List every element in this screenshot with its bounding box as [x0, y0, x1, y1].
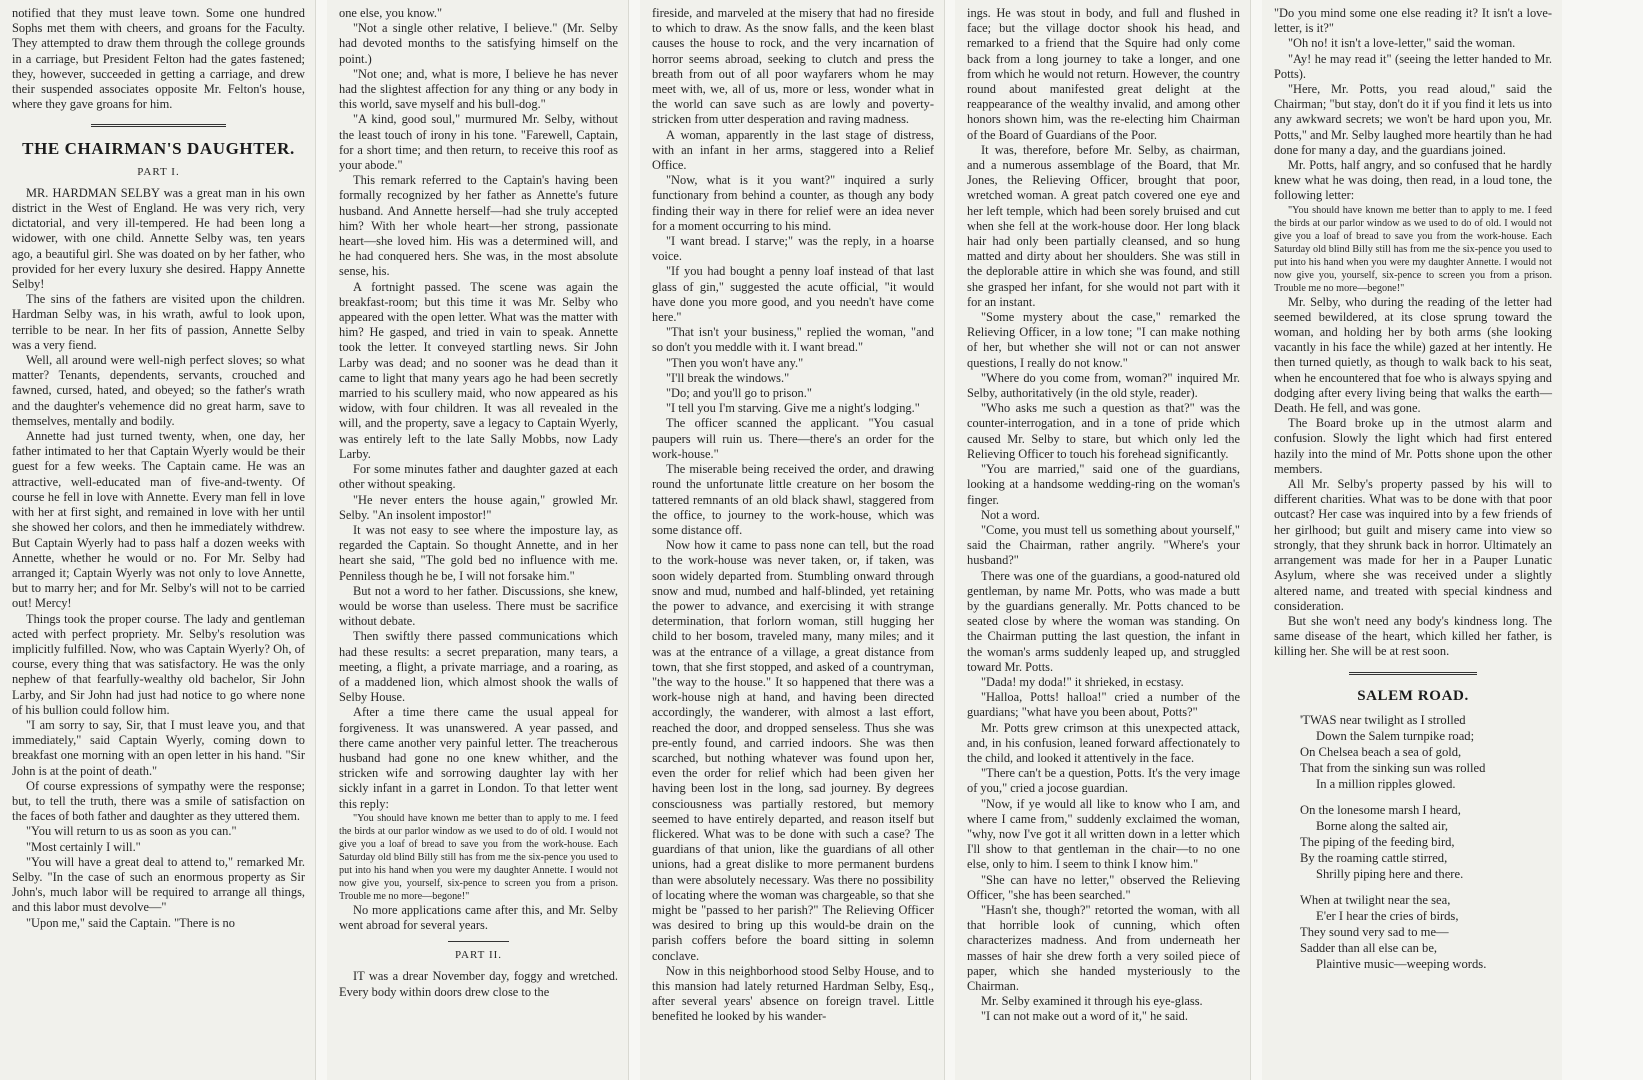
paragraph: It was, therefore, before Mr. Selby, as chairman, and a numerous assemblage of the Board, that Mr. Jones, the Relieving Officer, brought that poor, wretched woman. A great patch covered one eye and her left temple, which had been sorely bruised and cut when she fell at the work-house door. Her long black hair had only been partially cleansed, and so hung matted and dirty about her shoulders. She was still in the deplorable attire in which she was found, and still she grasped her infant, for she would not part with it for an instant. — [967, 142, 1240, 309]
paragraph: "Then you won't have any." — [666, 355, 804, 370]
paragraph: "She can have no letter," observed the Relieving Officer, "she has been searched." — [967, 872, 1240, 902]
paragraph: "Now, what is it you want?" inquired a surly functionary from behind a counter, as though any body finding their way in there for relief were an idea never for a moment occurring to his mind. — [652, 173, 934, 233]
paragraph: "Hasn't she, though?" retorted the woman, with all that horrible look of cunning, which often characterizes madness. And from underneath her masses of hair she drew forth a very soiled piece of paper, which she handed mysteriously to the Chairman. — [967, 902, 1240, 993]
paragraph: Well, all around were well-nigh perfect sloves; so what matter? Tenants, dependents, servants, crouched and fawned, cursed, hated, and obeyed; so the father's wrath and the daughter's vehemence did no great harm, save to themselves, mentally and bodily. — [12, 353, 305, 428]
letter-block: "You should have known me better than to apply to me. I feed the birds at our parlor window as we used to do of old. I would not give you a loaf of bread to save you from the work-house. Each Saturday old blind Billy still has from me the six-pence you used to put into his hand when you were my daughter Annette. I would not now give you, yourself, six-pence to screen you from a prison. Trouble me no more—begone!" — [1274, 204, 1552, 294]
paragraph: "Dada! my doda!" it shrieked, in ecstasy. — [981, 674, 1184, 689]
paragraph: "You will return to us as soon as you can." — [26, 824, 237, 839]
paragraph: Then swiftly there passed communications which had these results: a secret preparation, many tears, a meeting, a flight, a private marriage, and a roaring, as of a maddened lion, which almost shook the walls of Selby House. — [339, 629, 618, 705]
paragraph: Things took the proper course. The lady and gentleman acted with perfect propriety. Mr. Selby's resolution was implicitly fulfilled. Now, who was Captain Wyerly? Oh, of course, every thing that was satisfactory. He was the only nephew of that fearfully-wealthy old bachelor, Sir John Larby, and Sir John had just had notice to go where none of his bullion could follow him. — [12, 611, 305, 717]
stanza — [1300, 892, 1552, 972]
stanza — [1300, 712, 1552, 792]
paragraph: Mr. Potts grew crimson at this unexpected attack, and, in his confusion, leaned forward affectionately to the child, and looked it attentively in the face. — [967, 720, 1240, 765]
paragraph: "Not a single other relative, I believe." (Mr. Selby had devoted months to the satisfying himself on the point.) — [339, 21, 618, 66]
paragraph: "Now, if ye would all like to know who I am, and where I came from," suddenly exclaimed the woman, "why, now I've got it all written down in a letter which I'll show to that gentleman in the chair—to no one else, only to him. I seem to think I know him." — [967, 796, 1240, 872]
paragraph: "Upon me," said the Captain. "There is no — [26, 915, 235, 930]
part-heading: PART II. — [454, 949, 503, 962]
paragraph: ings. He was stout in body, and full and flushed in face; but the village doctor shook his head, and remarked to a friend that the Squire had only come back from a long journey to take a longer, and one from which he would not return. However, the country round about manifested great delight at the reappearance of the wealthy invalid, and among other honors shown him, was the re-electing him Chairman of the Board of Guardians of the Poor. — [967, 6, 1240, 142]
poem-line: 'TWAS near twilight as I strolled — [1300, 712, 1466, 727]
paragraph: "Halloa, Potts! halloa!" cried a number of the guardians; "what have you been about, Potts?" — [967, 690, 1240, 720]
column-4 — [955, 0, 1251, 1080]
paragraph: "A kind, good soul," murmured Mr. Selby, without the least touch of irony in his tone. "Farewell, Captain, for a short time; and then return, to receive this roof as your abode." — [339, 112, 618, 173]
paragraph: "Do; and you'll go to prison." — [666, 386, 812, 401]
paragraph: "Here, Mr. Potts, you read aloud," said the Chairman; "but stay, don't do it if you find it lets us into any awkward secrets; we won't be hard upon you, Mr. Potts," and Mr. Selby laughed more heartily than he had done for many a day, and the guardians joined. — [1274, 82, 1552, 157]
poem-title: SALEM ROAD. — [1357, 687, 1469, 704]
paragraph: Now in this neighborhood stood Selby House, and to this mansion had lately returned Hardman Selby, Esq., after several years' absence on foreign travel. Little benefited he looked by his wander- — [652, 963, 934, 1024]
section-divider — [91, 124, 226, 127]
paragraph: "Come, you must tell us something about yourself," said the Chairman, rather angrily. "Where's your husband?" — [967, 522, 1240, 568]
paragraph: A woman, apparently in the last stage of distress, with an infant in her arms, staggered into a Relief Office. — [652, 127, 934, 173]
paragraph: "There can't be a question, Potts. It's the very image of you," cried a jocose guardian. — [967, 766, 1240, 796]
paragraph: "I am sorry to say, Sir, that I must leave you, and that immediately," said Captain Wyerly, coming down to breakfast one morning with an open letter in his hand. "Sir John is at the point of death." — [12, 717, 305, 778]
paragraph: "Most certainly I will." — [26, 839, 141, 854]
paragraph: "He never enters the house again," growled Mr. Selby. "An insolent impostor!" — [339, 492, 618, 522]
poem-line: They sound very sad to me— — [1300, 924, 1449, 939]
poem — [1300, 712, 1552, 972]
paragraph: The sins of the fathers are visited upon the children. Hardman Selby was, in his wrath, awful to look upon, terrible to be near. In her fits of passion, Annette Selby was a very fiend. — [12, 292, 305, 352]
paragraph: Annette had just turned twenty, when, one day, her father intimated to her that Captain Wyerly would be their guest for a few weeks. The Captain came. He was an attractive, well-educated man of five-and-twenty. Of course he fell in love with Annette. Every man fell in love with her at first sight, and remained in love with her until she showed her colors, and then he immediately withdrew. But Captain Wyerly had to pass half a dozen weeks with Annette, whether he would or no. For Mr. Selby had arranged it; Captain Wyerly was not only to love Annette, but to marry her; and for Mr. Selby's will not to be carried out! Mercy! — [12, 429, 305, 611]
intro-paragraph: notified that they must leave town. Some one hundred Sophs met them with cheers, and groans for the Faculty. They attempted to draw them through the college grounds in a carriage, but President Felton had the gates fastened; they, however, succeeded in getting a carriage, and drew their suspended associates opposite Mr. Felton's house, where they gave groans for him. — [12, 6, 305, 112]
paragraph: A fortnight passed. The scene was again the breakfast-room; but this time it was Mr. Selby who appeared with the open letter. What was the matter with him? He gasped, and tried in vain to speak. Annette took the letter. It conveyed startling news. Sir John Larby was dead; and no sooner was he dead than it came to light that many years ago he had been secretly married to his scullery maid, who now appeared as his widow, with four children. It was all revealed in the will, and the property, save a legacy to Captain Wyerly, was entirely left to the late Sally Mobbs, now Lady Larby. — [339, 279, 618, 461]
paragraph: fireside, and marveled at the misery that had no fireside to which to draw. As the snow falls, and the keen blast causes the house to rock, and the very incarnation of horror seems abroad, seeking to clutch and press the breath from out of all poor wayfarers whom he may meet with, we, all of us, more or less, wonder what in the world can save such as are lowly and poverty-stricken from utter desperation and raving madness. — [652, 6, 934, 127]
paragraph: No more applications came after this, and Mr. Selby went abroad for several years. — [339, 902, 618, 932]
poem-line: In a million ripples glowed. — [1316, 776, 1456, 791]
paragraph: "That isn't your business," replied the woman, "and so don't you meddle with it. I want bread." — [652, 325, 934, 355]
paragraph: Mr. Potts, half angry, and so confused that he hardly knew what he was doing, then read, in a loud tone, the following letter: — [1274, 158, 1552, 203]
poem-line: The piping of the feeding bird, — [1300, 834, 1455, 849]
poem-line: Sadder than all else can be, — [1300, 940, 1438, 955]
column-5 — [1262, 0, 1562, 1080]
paragraph: "Who asks me such a question as that?" was the counter-interrogation, and in a tone of pride which caused Mr. Selby to stare, but which only led the Relieving Officer to touch his forehead significantly. — [967, 401, 1240, 461]
column-2 — [327, 0, 629, 1080]
paragraph: "You are married," said one of the guardians, looking at a handsome wedding-ring on the woman's finger. — [967, 462, 1240, 507]
paragraph: Mr. Selby, who during the reading of the letter had seemed bewildered, at its close sprung toward the woman, and holding her by both arms (she looking vacantly in his face the while) gazed at her intently. He then turned quietly, as though to walk back to his seat, when he encountered that foe who is always spying and dodging after every living being that walks the earth—Death. He fell, and was gone. — [1274, 294, 1552, 416]
paragraph: "You will have a great deal to attend to," remarked Mr. Selby. "In the case of such an enormous property as Sir John's, much labor will be required to arrange all things, and this labor must devolve—" — [12, 854, 305, 915]
paragraph: "Do you mind some one else reading it? It isn't a love-letter, is it?" — [1274, 6, 1552, 36]
story-title: THE CHAIRMAN'S DAUGHTER. — [22, 139, 295, 159]
poem-line: Borne along the salted air, — [1316, 818, 1449, 833]
poem-line: On Chelsea beach a sea of gold, — [1300, 744, 1462, 759]
section-divider — [448, 941, 509, 942]
story-body — [12, 186, 305, 931]
paragraph: one else, you know." — [339, 6, 443, 20]
paragraph: There was one of the guardians, a good-natured old gentleman, by name Mr. Potts, who was made a butt by the guardians generally. Mr. Potts chanced to be seated close by where the woman was standing. On the Chairman putting the last question, the infant in the woman's arms suddenly leaped up, and struggled toward Mr. Potts. — [967, 568, 1240, 674]
poem-line: When at twilight near the sea, — [1300, 892, 1451, 907]
poem-line: E'er I hear the cries of birds, — [1316, 908, 1459, 923]
paragraph: "I want bread. I starve;" was the reply, in a hoarse voice. — [652, 234, 934, 264]
column-1 — [0, 0, 316, 1080]
paragraph: "Ay! he may read it" (seeing the letter handed to Mr. Potts). — [1274, 51, 1552, 81]
letter-block: "You should have known me better than to apply to me. I feed the birds at our parlor window as we used to do of old. I would not give you a loaf of bread to save you from the work-house. Each Saturday old blind Billy still has from me the six-pence you used to put into his hand when you were my daughter Annette. I would not now give you, yourself, six-pence to screen you from a prison. Trouble me no more—begone!" — [339, 812, 618, 902]
paragraph: "I tell you I'm starving. Give me a night's lodging." — [666, 401, 920, 416]
paragraph: Mr. Selby examined it through his eye-glass. — [981, 994, 1203, 1009]
poem-line: Plaintive music—weeping words. — [1316, 956, 1487, 971]
paragraph: The miserable being received the order, and drawing round the unfortunate little creature on her bosom the tattered remnants of an old black shawl, staggered from the office, to journey to the work-house, which was some distance off. — [652, 462, 934, 537]
poem-line: That from the sinking sun was rolled — [1300, 760, 1486, 775]
paragraph: Of course expressions of sympathy were the response; but, to tell the truth, there was a smile of satisfaction on the faces of both father and daughter as they uttered them. — [12, 778, 305, 824]
paragraph: For some minutes father and daughter gazed at each other without speaking. — [339, 462, 618, 492]
paragraph: But not a word to her father. Discussions, she knew, would be worse than useless. There must be sacrifice without debate. — [339, 583, 618, 629]
paragraph: "I'll break the windows." — [666, 370, 790, 385]
paragraph: The officer scanned the applicant. "You casual paupers will ruin us. There—there's an order for the work-house." — [652, 416, 934, 461]
paragraph: This remark referred to the Captain's having been formally recognized by her father as Annette's future husband. And Annette herself—had she truly accepted him? With her whole heart—her strong, passionate heart—she loved him. His was a determined will, and he had conquered hers. She was, in the most absolute sense, his. — [339, 173, 618, 279]
poem-line: Shrilly piping here and there. — [1316, 866, 1464, 881]
poem-line: On the lonesome marsh I heard, — [1300, 802, 1461, 817]
column-3 — [640, 0, 945, 1080]
paragraph: "Not one; and, what is more, I believe he has never had the slightest affection for any thing or any body in this world, save myself and his bull-dog." — [339, 66, 618, 112]
paragraph: "Where do you come from, woman?" inquired Mr. Selby, authoritatively (in the old style, reader). — [967, 370, 1240, 401]
stanza — [1300, 802, 1552, 882]
paragraph: "Oh no! it isn't a love-letter," said the woman. — [1288, 36, 1516, 51]
paragraph: After a time there came the usual appeal for forgiveness. It was unanswered. A year passed, and there came another very painful letter. The treacherous husband had gone no one knew whither, and the stricken wife and sorrowing daughter lay with her sickly infant in a garret in London. To that letter went this reply: — [339, 705, 618, 811]
section-divider — [1349, 672, 1477, 675]
paragraph: MR. HARDMAN SELBY was a great man in his own district in the West of England. He was very rich, very dictatorial, and very ill-tempered. He had been long a widower, with one child. Annette Selby was, ten years ago, a beautiful girl. She was doated on by her father, who provided for her every luxury she desired. Happy Annette Selby! — [12, 185, 305, 292]
paragraph: IT was a drear November day, foggy and wretched. Every body within doors drew close to the — [339, 969, 618, 999]
paragraph: All Mr. Selby's property passed by his will to different charities. What was to be done with that poor outcast? Her case was inquired into by a few friends of her girlhood; but guilt and misery came into view so strongly, that they shrunk back in horror. Ultimately an arrangement was made for her in a Pauper Lunatic Asylum, where she was received under a slightly altered name, and treated with special kindness and consideration. — [1274, 477, 1552, 613]
poem-line: Down the Salem turnpike road; — [1316, 728, 1475, 743]
paragraph: Now how it came to pass none can tell, but the road to the work-house was never taken, or, if taken, was soon widely departed from. Stumbling onward through snow and mud, numbed and half-blinded, yet retaining the power to advance, and exercising it with strange determination, that forlorn woman, still hugging her child to her bosom, traveled many, many miles; and it was at the entrance of a village, a great distance from town, that she first stopped, and asked of a countryman, "the way to the house." It so happened that there was a work-house nigh at hand, and having been directed accordingly, the wanderer, with almost a last effort, reached the door, and dropped senseless. Thus she was pre-ently found, and carried indoors. She was then scarched, but nothing whatever was found upon her, even the order for relief which had been given her having been lost in the long, sad journey. By degrees consciousness was partially restored, but memory seemed to have entirely departed, and reason itself but flickered. What was to be done with such a case? The guardians of that union, like the guardians of all other unions, had a great dislike to more permanent burdens than were absolutely necessary. Was there no possibility of locating where the woman was chargeable, so that she might be "passed to her parish?" The Relieving Officer was desired to bring up this would-be drain on the parish coffers before the board sitting in solemn conclave. — [652, 538, 934, 963]
paragraph: But she won't need any body's kindness long. The same disease of the heart, which killed her father, is killing her. She will be at rest soon. — [1274, 613, 1552, 659]
paragraph: It was not easy to see where the imposture lay, as regarded the Captain. So thought Annette, and in her heart she said, "The gold bed no influence with me. Penniless though he be, I will not forsake him." — [339, 522, 618, 583]
paragraph: "If you had bought a penny loaf instead of that last glass of gin," suggested the acute official, "it would have done you more good, and you needn't have come here." — [652, 264, 934, 325]
paragraph: "I can not make out a word of it," he said. — [981, 1009, 1188, 1024]
paragraph: "Some mystery about the case," remarked the Relieving Officer, in a low tone; "I can make nothing of her, but whether she will not or can not answer questions, I really do not know." — [967, 310, 1240, 370]
paragraph: The Board broke up in the utmost alarm and confusion. Slowly the light which had first entered hazily into the mind of Mr. Potts shone upon the other members. — [1274, 416, 1552, 476]
paragraph: Not a word. — [981, 507, 1040, 522]
poem-line: By the roaming cattle stirred, — [1300, 850, 1448, 865]
part-heading: PART I. — [137, 165, 180, 178]
